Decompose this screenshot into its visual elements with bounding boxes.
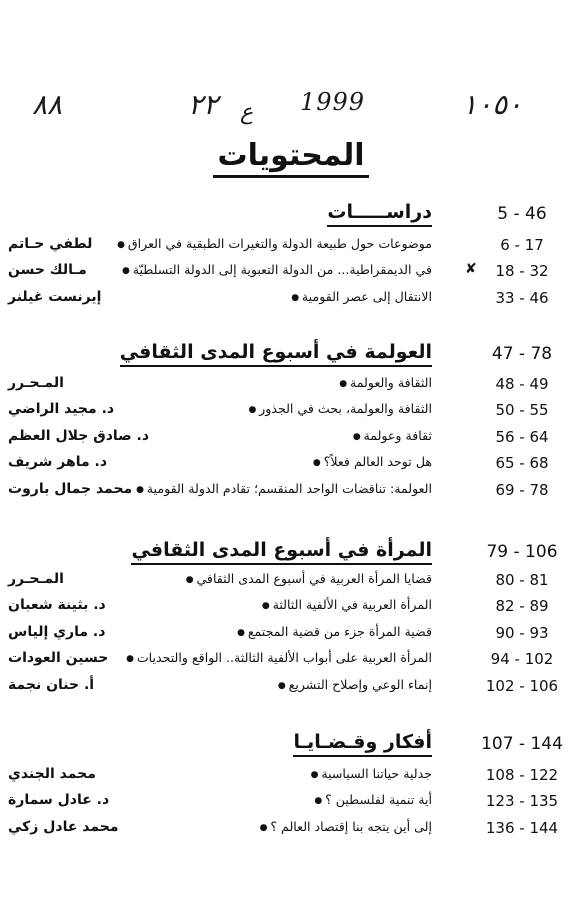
section-header [0, 728, 582, 758]
toc-entry [0, 372, 582, 396]
handwritten-x-mark: ✘ [465, 261, 477, 278]
section-page-range: 47 - 78 [491, 344, 553, 364]
page-title: المحتويات [0, 138, 582, 178]
section-heading: دراســـــات [327, 201, 432, 227]
entry-author: د. ماري إلياس [8, 623, 106, 640]
section-page-range: 5 - 46 [497, 204, 547, 224]
entry-page-range: 123 - 135 [485, 792, 559, 811]
section-page-range: 107 - 144 [481, 734, 563, 754]
handwritten-issue: ٢٢ [188, 88, 219, 121]
toc-entry [0, 425, 582, 449]
toc-entry [0, 789, 582, 813]
entry-page-range: 48 - 49 [495, 375, 549, 393]
entry-title: الثقافة والعولمة ● [339, 375, 432, 390]
toc-entry [0, 451, 582, 475]
entry-page-range: 82 - 89 [495, 597, 549, 616]
section-header [0, 536, 582, 566]
toc-entry [0, 286, 582, 310]
handwritten-note-left: ٨٨ [32, 88, 63, 121]
entry-page-range: 69 - 78 [495, 480, 549, 499]
handwritten-ain: ع [240, 100, 254, 125]
entry-author: د. بثينة شعبان [8, 597, 106, 614]
entry-title: أية تنمية لفلسطين ؟ ● [314, 792, 432, 807]
handwritten-year: 1999 [300, 88, 366, 116]
section-header [0, 338, 582, 368]
entry-author: مـالك حسن [8, 262, 87, 279]
section-heading: أفكار وقـضـايـا [293, 731, 432, 757]
entry-author: د. ماهر شريف [8, 454, 107, 471]
entry-title: في الديمقراطية... من الدولة التعبوية إلى الدولة التسلطيّة ● [122, 262, 432, 277]
section-heading: المرأة في أسبوع المدى الثقافي [131, 539, 432, 565]
entry-title: إنماء الوعي وإصلاح التشريع ● [278, 677, 432, 692]
entry-author: د. عادل سمارة [8, 792, 110, 809]
toc-entry [0, 568, 582, 592]
entry-page-range: 90 - 93 [495, 623, 549, 642]
entry-title: قضايا المرأة العربية في أسبوع المدى الثقافي ● [186, 571, 432, 586]
entry-author: محمد الجندي [8, 766, 96, 782]
entry-title: الثقافة والعولمة، بحث في الجذور ● [248, 401, 432, 416]
entry-author: لطفي حـاتم [8, 236, 93, 252]
entry-title: المرأة العربية في الألفية الثالثة ● [262, 597, 432, 612]
entry-page-range: 108 - 122 [485, 766, 559, 784]
entry-title: جدلية حياتنا السياسية ● [311, 766, 432, 781]
entry-title: الانتقال إلى عصر القومية ● [291, 289, 432, 304]
entry-page-range: 65 - 68 [495, 454, 549, 473]
toc-entry [0, 647, 582, 671]
toc-entry [0, 674, 582, 698]
entry-page-range: 50 - 55 [495, 401, 549, 420]
entry-page-range: 136 - 144 [485, 818, 559, 837]
section-page-range: 79 - 106 [486, 542, 558, 562]
entry-author: إيرنست غيلنر [8, 288, 102, 305]
toc-entry [0, 816, 582, 840]
toc-entry [0, 398, 582, 422]
toc-entry [0, 233, 582, 257]
entry-page-range: 80 - 81 [495, 571, 549, 589]
entry-page-range: 18 - 32 [495, 262, 549, 281]
toc-entry [0, 621, 582, 645]
entry-author: د. مجيد الراضي [8, 401, 115, 418]
entry-title: موضوعات حول طبيعة الدولة والتغيرات الطبقية في العراق ● [117, 236, 432, 251]
entry-page-range: 102 - 106 [485, 676, 559, 695]
entry-author: محمد عادل زكي [8, 818, 119, 835]
entry-page-range: 6 - 17 [500, 236, 544, 254]
entry-author: حسين العودات [8, 650, 109, 667]
entry-title: ثقافة وعولمة ● [353, 428, 432, 443]
entry-title: هل توحد العالم فعلاً؟ ● [313, 454, 432, 469]
entry-title: قضية المرأة جزء من قضية المجتمع ● [237, 624, 432, 639]
entry-author: أ. حنان نجمة [8, 676, 95, 693]
toc-entry [0, 259, 582, 283]
entry-page-range: 56 - 64 [495, 427, 549, 446]
entry-author: المـحـرر [8, 375, 64, 391]
toc-entry [0, 763, 582, 787]
entry-page-range: 94 - 102 [490, 650, 554, 669]
section-header [0, 198, 582, 228]
entry-title: المرأة العربية على أبواب الألفية الثالثة.. الواقع والتحديات ● [126, 650, 432, 665]
entry-author: د. صادق جلال العظم [8, 427, 150, 444]
handwritten-number: ١٠٥٠ [462, 88, 523, 121]
entry-page-range: 33 - 46 [495, 288, 549, 307]
entry-author: المـحـرر [8, 571, 64, 587]
entry-title: العولمة: تناقضات الواحد المنقسم؛ تقادم الدولة القومية ● [136, 481, 432, 496]
section-heading: العولمة في أسبوع المدى الثقافي [120, 341, 432, 367]
entry-title: إلى أين يتجه بنا إقتصاد العالم ؟ ● [260, 819, 432, 834]
toc-entry [0, 478, 582, 502]
entry-author: محمد جمال باروت [8, 480, 133, 497]
toc-entry [0, 594, 582, 618]
